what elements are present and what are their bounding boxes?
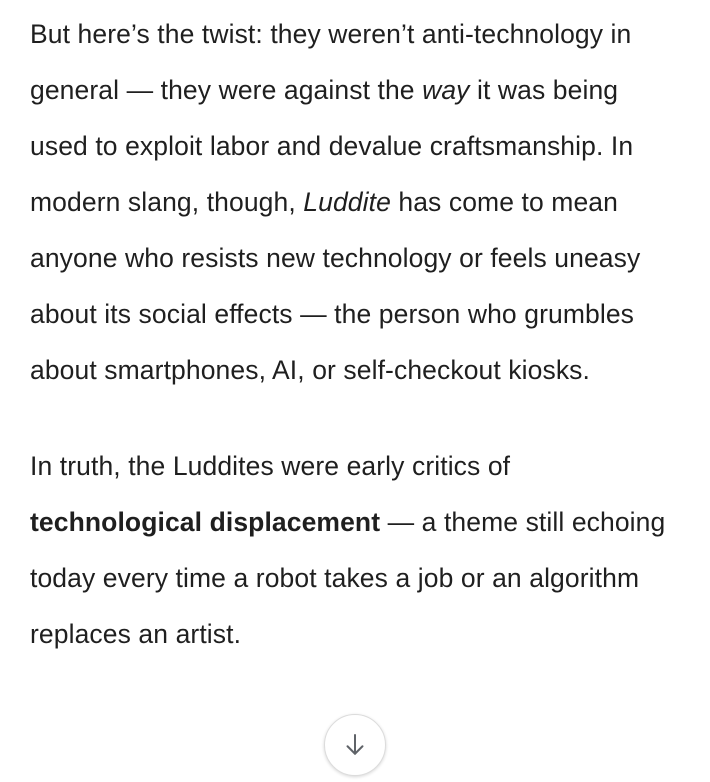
paragraph-1-text-2: it was being used to exploit labor and devalue craftsmanship. In modern slang, though, [30, 75, 634, 217]
paragraph-1-text-0: But here’s the twist: they weren’t anti-technology in general — they were against the [30, 19, 632, 105]
scroll-down-button[interactable] [324, 714, 386, 776]
paragraph-2-text-2: — a theme still echoing today every time a robot takes a job or an algorithm replaces an artist. [30, 507, 666, 649]
paragraph-2-text-0: In truth, the Luddites were early critics of [30, 451, 511, 481]
paragraph-1 [30, 6, 680, 398]
arrow-down-icon [340, 730, 370, 760]
paragraph-1-emphasis-1: way [422, 75, 470, 105]
paragraph-1-emphasis-3: Luddite [303, 187, 391, 217]
paragraph-2-strong-1: technological displacement [30, 507, 381, 537]
paragraph-1-text-4: has come to mean anyone who resists new technology or feels uneasy about its social effects — the person who grumbles about smartphones, AI, or self-checkout kiosks. [30, 187, 641, 385]
paragraph-2 [30, 438, 680, 662]
article-body [30, 0, 680, 662]
